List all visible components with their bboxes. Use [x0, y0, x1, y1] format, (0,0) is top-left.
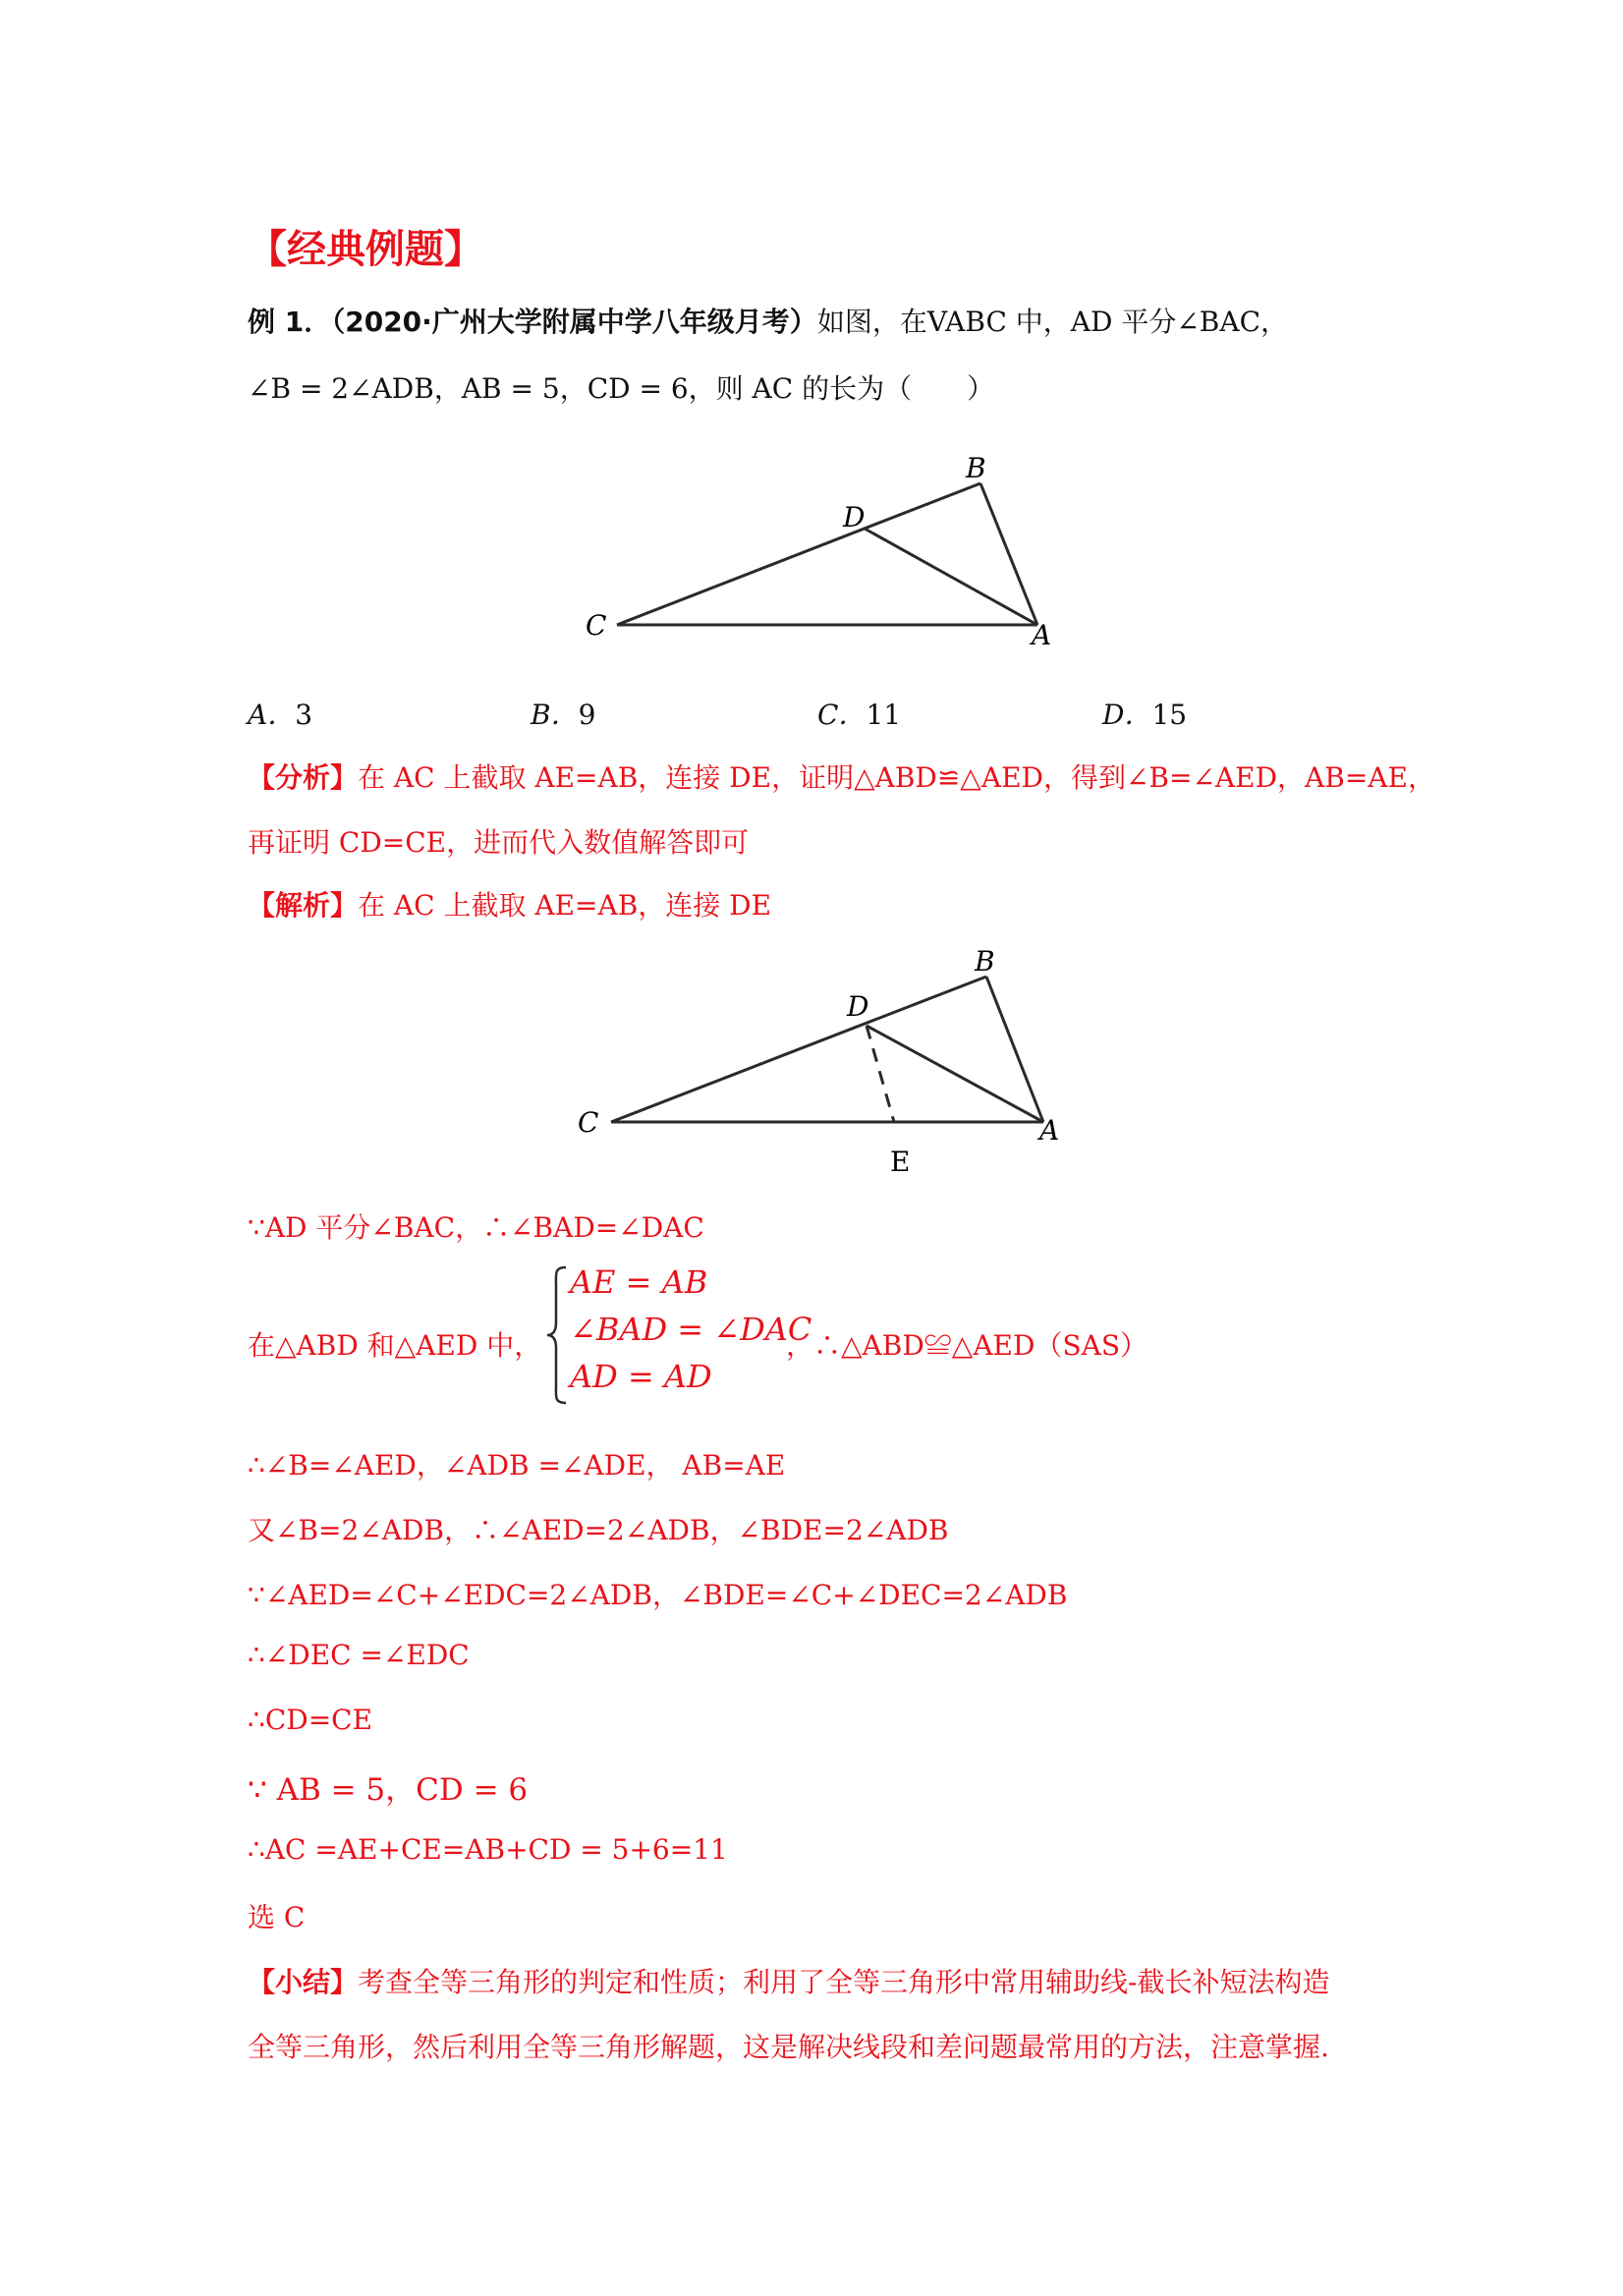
fig2-label-a: A	[1039, 1114, 1060, 1147]
step-5: ∵∠AED=∠C+∠EDC=2∠ADB，∠BDE=∠C+∠DEC=2∠ADB	[248, 1579, 1068, 1611]
fig1-label-c: C	[586, 609, 607, 642]
step-2-suffix: ，∴△ABD≌△AED（SAS）	[786, 1329, 1148, 1362]
step-10: 选 C	[248, 1901, 306, 1933]
question-text-1: 如图，在VABC 中，AD 平分∠BAC，	[816, 306, 1289, 338]
question-line-1	[248, 301, 1288, 340]
step-1: ∵AD 平分∠BAC，∴∠BAD=∠DAC	[248, 1211, 704, 1244]
system-line-2: ∠BAD = ∠DAC	[570, 1311, 812, 1348]
question-line-2: ∠B = 2∠ADB，AB = 5，CD = 6，则 AC 的长为（ ）	[248, 372, 995, 405]
analysis-line-2: 再证明 CD=CE，进而代入数值解答即可	[248, 826, 750, 859]
triangle-figure-1	[570, 442, 1081, 658]
solution-tag: 【解析】	[248, 889, 359, 922]
question-source: （2020·广州大学附属中学八年级月考）	[331, 306, 817, 338]
summary-line-2: 全等三角形，然后利用全等三角形解题，这是解决线段和差问题最常用的方法，注意掌握.	[248, 2031, 1329, 2063]
step-3: ∴∠B=∠AED，∠ADB =∠ADE， AB=AE	[248, 1449, 786, 1482]
step-7: ∴CD=CE	[248, 1704, 373, 1736]
analysis-line-1	[248, 756, 1435, 796]
fig1-label-a: A	[1032, 619, 1052, 651]
choice-a: A．3	[248, 699, 313, 731]
step-4: 又∠B=2∠ADB，∴∠AED=2∠ADB，∠BDE=2∠ADB	[248, 1514, 949, 1546]
fig2-label-d: D	[847, 990, 869, 1023]
analysis-text-1: 在 AC 上截取 AE=AB，连接 DE，证明△ABD≌△AED，得到∠B=∠AED，AB=AE，	[358, 761, 1435, 794]
system-line-1: AE = AB	[570, 1263, 708, 1301]
triangle-figure-1-lines	[617, 483, 1037, 625]
solution-line-1	[248, 884, 771, 924]
summary-line-1	[248, 1961, 1329, 2000]
fig2-label-e: E	[890, 1146, 911, 1178]
fig2-label-b: B	[975, 945, 995, 978]
summary-tag: 【小结】	[248, 1966, 359, 1998]
fig1-label-b: B	[966, 452, 986, 484]
step-2-prefix: 在△ABD 和△AED 中，	[248, 1329, 542, 1362]
fig2-label-c: C	[578, 1106, 599, 1139]
fig1-label-d: D	[843, 501, 866, 533]
system-line-3: AD = AD	[570, 1358, 712, 1395]
step-8: ∵ AB = 5，CD = 6	[248, 1772, 529, 1808]
step-9: ∴AC =AE+CE=AB+CD = 5+6=11	[248, 1833, 728, 1866]
section-heading: 【经典例题】	[248, 227, 483, 272]
solution-intro: 在 AC 上截取 AE=AB，连接 DE	[358, 889, 772, 922]
question-label: 例 1．	[248, 306, 332, 338]
choice-b: B．9	[531, 699, 596, 731]
choice-d: D．15	[1102, 699, 1188, 731]
triangle-figure-2-lines	[611, 977, 1043, 1122]
equation-system	[529, 1260, 823, 1407]
analysis-tag: 【分析】	[248, 761, 359, 794]
step-6: ∴∠DEC =∠EDC	[248, 1639, 470, 1671]
triangle-figure-2	[570, 935, 1081, 1191]
choice-c: C．11	[817, 699, 902, 731]
summary-text-1: 考查全等三角形的判定和性质；利用了全等三角形中常用辅助线-截长补短法构造	[358, 1966, 1330, 1998]
